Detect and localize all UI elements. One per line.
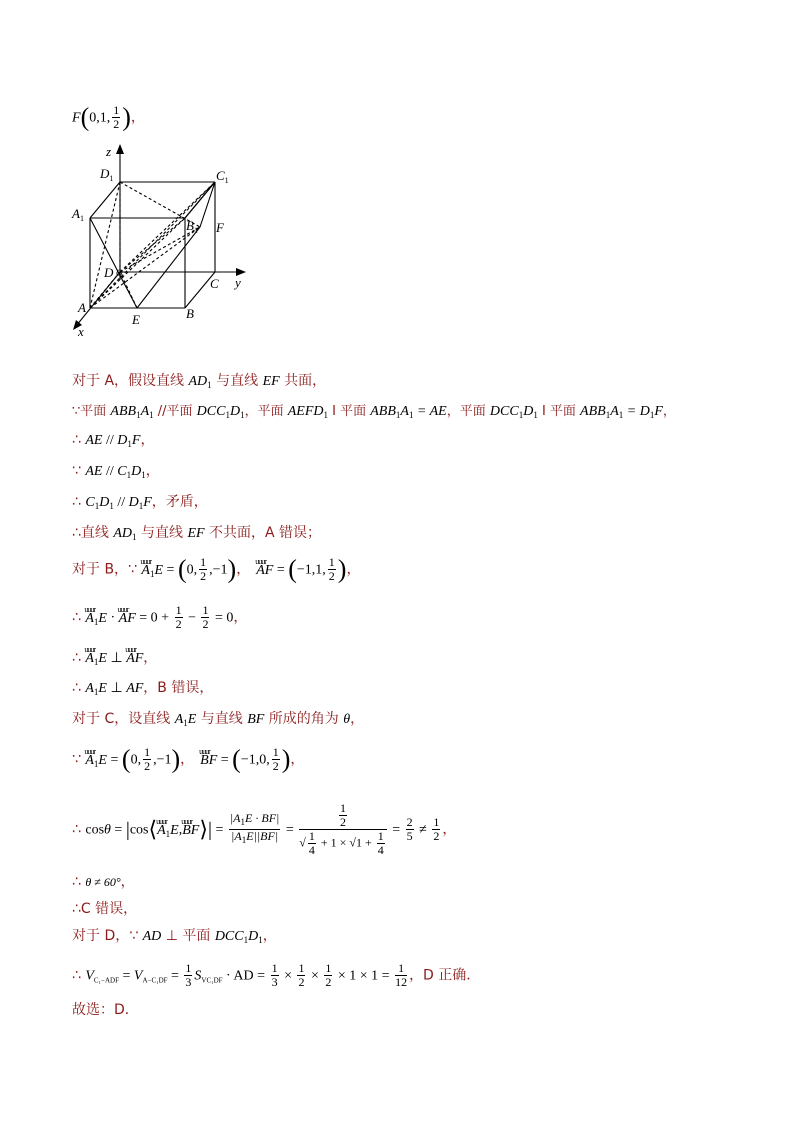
option-b-dot-product: ∴ uuur $A_1E$ · uuur AF = 0 + $\frac{1}{2}$ − $\frac{1}{2}$ = 0， (72, 604, 247, 632)
option-a-step-1: ∴ AE // $D_1F$， (72, 432, 155, 449)
option-a-step-3: ∴ $C_1D_1 // D_1F$，矛盾， (72, 494, 208, 511)
label-o: O (116, 268, 123, 278)
fraction-big: $\frac{1}{2}$ √ $\frac{1}{4}$ + 1 × √1 + $\frac{1}{4}$ (299, 802, 387, 857)
option-a-step-2: ∵ AE // $C_1D_1$， (72, 463, 160, 480)
point-f-coordinates: F(0,1, $\frac{1}{2}$ )， (72, 102, 145, 132)
label-a: A (78, 300, 86, 315)
label-f: F (216, 220, 224, 235)
option-d-perpendicular: 对于 D，∵ AD ⊥ 平面 $DCC_1D_1$， (72, 928, 277, 945)
option-c-angle: ∴ θ ≠ 60°， (72, 874, 135, 890)
label-b: B (186, 306, 194, 321)
axis-label-y: y (235, 275, 241, 290)
label-a1: $A_1$ (72, 206, 84, 223)
option-b-vectors: 对于 B，∵ uuur $A_1E = (0$, $\frac{1}{2}$ ,−1)，uuur AF = (−1,1, $\frac{1}{2}$ )， (72, 556, 360, 584)
option-c-setup: 对于 C，设直线 $A_1E$ 与直线 BF 所成的角为 θ， (72, 711, 365, 728)
fraction-abs: $\frac{|A_1E \cdot BF|}{|A_1E||BF|}$ (229, 811, 280, 845)
option-c-conclusion: ∴C 错误， (72, 901, 138, 917)
option-a-planes: ∵平面 $ABB_1A_1$ //平面 $DCC_1D_1$，平面 $AEFD_1$ I 平面 $ABB_1A_1$ = AE，平面 $DCC_1D_1$ I 平面 $ABB_1A_1 = D_1F$， (72, 404, 676, 420)
label-d: D (104, 265, 114, 280)
axis-label-z: z (106, 144, 112, 159)
option-c-cosine: ∴ cosθ = |cos⟨uuur $A_1E,uuur$ BF⟩| = $\frac{|A_1E \cdot BF|}{|A_1E||BF|}$ = $\frac{1}{2}$ √ $\frac{1}{4}$ + 1 × √1 + $\frac{1}{4}$ = $\frac{2}{5}$ ≠ $\frac{1}{2}$ ， (72, 802, 456, 857)
option-c-vectors: ∵ uuur $A_1E = (0$, $\frac{1}{2}$ ,−1)，uuur BF = (−1,0, $\frac{1}{2}$ )， (72, 746, 304, 774)
label-b1: $B_1$ (186, 218, 198, 235)
label-e: E (132, 312, 140, 327)
label-c: C (210, 276, 219, 291)
axis-label-x: x (78, 324, 84, 339)
option-b-conclusion: ∴ $A_1E$ ⊥ AF，B 错误， (72, 680, 214, 697)
final-answer: 故选：D． (72, 1002, 139, 1018)
option-a-assumption: 对于 A，假设直线 $AD_1$ 与直线 EF 共面， (72, 373, 327, 390)
fraction: $\frac{1}{2}$ (113, 103, 120, 131)
label-d1: $D_1$ (100, 166, 114, 183)
option-d-volume: ∴ $V_{C_1-ADF} = V_{A-C_1DF}$ = $\frac{1}{3}$ $S_{VC_1DF}$ · AD = $\frac{1}{3}$ × $\frac{1}{2}$ × $\frac{1}{2}$ × 1 × 1 = $\frac{1}{12}$ ，D 正确． (72, 961, 481, 989)
label-c1: $C_1$ (216, 168, 229, 185)
cube-diagram (62, 140, 262, 340)
option-b-vector-perpendicular: ∴ uuur $A_1E$ ⊥ uuur AF， (72, 648, 157, 672)
option-a-conclusion: ∴直线 $AD_1$ 与直线 EF 不共面，A 错误； (72, 525, 322, 542)
